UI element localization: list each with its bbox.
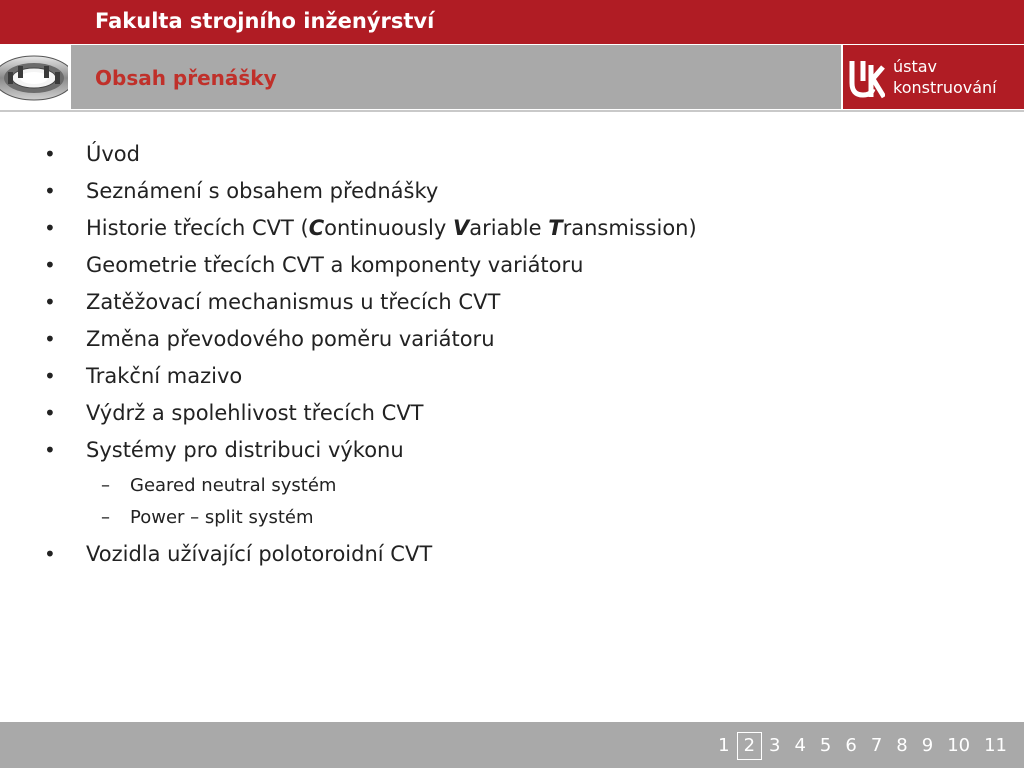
list-item xyxy=(0,249,1000,281)
slide-pager xyxy=(711,732,1014,760)
list-item xyxy=(0,434,1000,466)
list-item-text: Vozidla užívající polotoroidní CVT xyxy=(86,542,433,566)
bullet: • xyxy=(44,179,56,203)
bullet: • xyxy=(44,216,56,240)
bullet: • xyxy=(44,327,56,351)
page-link-11[interactable]: 11 xyxy=(984,735,1007,756)
list-item xyxy=(0,360,1000,392)
logo-line-1: ústav xyxy=(893,57,938,76)
bullet: • xyxy=(44,542,56,566)
bullet: • xyxy=(44,401,56,425)
list-item-text: Power – split systém xyxy=(130,507,314,528)
sub-list-item xyxy=(0,472,1000,504)
list-item-text: Zatěžovací mechanismus u třecích CVT xyxy=(86,290,501,314)
sub-list-item xyxy=(0,504,1000,536)
bullet: • xyxy=(44,438,56,462)
list-item xyxy=(0,323,1000,355)
bearing-image xyxy=(0,44,68,111)
acronym-letter: T xyxy=(548,216,563,240)
list-item-text: Výdrž a spolehlivost třecích CVT xyxy=(86,401,424,425)
list-item xyxy=(0,138,1000,170)
faculty-title: Fakulta strojního inženýrství xyxy=(95,9,435,33)
page-link-4[interactable]: 4 xyxy=(794,735,806,756)
list-item-text: Změna převodového poměru variátoru xyxy=(86,327,495,351)
bearing-image-graphic xyxy=(0,44,68,111)
header-band xyxy=(0,44,1024,111)
list-item-text: Systémy pro distribuci výkonu xyxy=(86,438,404,462)
page-link-5[interactable]: 5 xyxy=(819,735,832,756)
page-link-current[interactable]: 2 xyxy=(737,732,762,760)
list-item xyxy=(0,286,1000,318)
text-part: ontinuously xyxy=(324,216,453,240)
list-item xyxy=(0,538,1000,570)
bullet: • xyxy=(44,142,56,166)
text-part: Historie třecích CVT ( xyxy=(86,216,309,240)
page-title: Obsah přenášky xyxy=(95,66,277,90)
list-item xyxy=(0,212,1000,244)
list-item-text: Úvod xyxy=(86,142,140,166)
bullet: • xyxy=(44,364,56,388)
footer-bar xyxy=(0,722,1024,768)
top-banner xyxy=(0,0,1024,44)
logo-text xyxy=(893,56,997,98)
page-link-9[interactable]: 9 xyxy=(921,735,934,756)
dash-bullet: – xyxy=(101,475,110,496)
page-link-7[interactable]: 7 xyxy=(870,735,883,756)
page-link-1[interactable]: 1 xyxy=(718,735,730,756)
text-part: ariable xyxy=(469,216,549,240)
acronym-letter: V xyxy=(453,216,470,240)
uk-logo-icon xyxy=(849,57,885,99)
title-bar xyxy=(71,45,841,109)
page-link-3[interactable]: 3 xyxy=(769,735,781,756)
list-item-text: Geared neutral systém xyxy=(130,475,337,496)
bullet: • xyxy=(44,253,56,277)
list-item xyxy=(0,175,1000,207)
list-item-text: Trakční mazivo xyxy=(86,364,243,388)
list-item-text xyxy=(86,212,697,244)
logo-line-2: konstruování xyxy=(893,78,997,97)
list-item xyxy=(0,397,1000,429)
list-item-text: Seznámení s obsahem přednášky xyxy=(86,179,439,203)
institute-logo xyxy=(843,45,1024,109)
header-divider xyxy=(0,110,1024,112)
page-link-10[interactable]: 10 xyxy=(947,735,971,756)
list-item-text: Geometrie třecích CVT a komponenty variátoru xyxy=(86,253,584,277)
text-part: ransmission) xyxy=(562,216,697,240)
page-link-8[interactable]: 8 xyxy=(896,735,908,756)
acronym-letter: C xyxy=(308,216,325,240)
bullet: • xyxy=(44,290,56,314)
dash-bullet: – xyxy=(101,507,110,528)
page-link-6[interactable]: 6 xyxy=(845,735,857,756)
